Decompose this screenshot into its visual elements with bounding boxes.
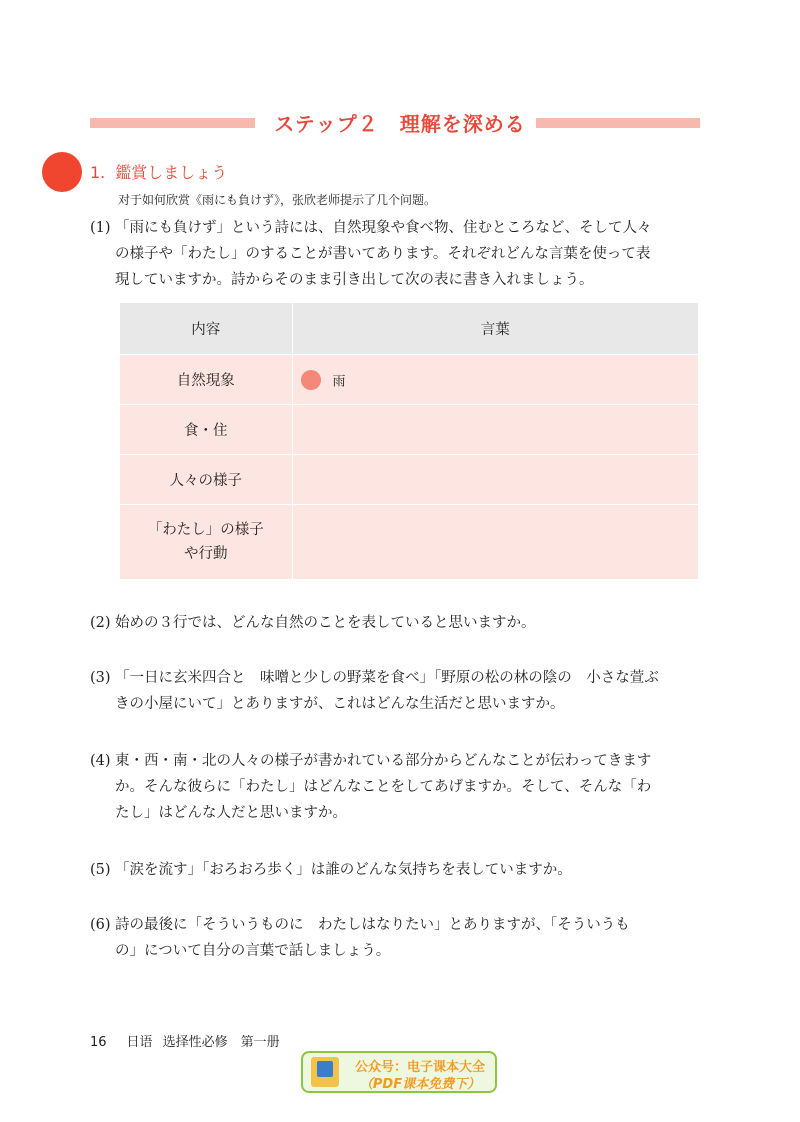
table-header-words: 言葉	[292, 303, 699, 355]
table-cell-words[interactable]	[292, 405, 699, 455]
step-title: ステップ２ 理解を深める	[274, 112, 526, 136]
section-title-text: 鑑賞しましょう	[115, 163, 228, 182]
table-cell-content-line: 「わたし」の様子	[147, 522, 264, 538]
question-4	[90, 748, 710, 826]
question-text: 始めの３行では、どんな自然のことを表していると思いますか。	[115, 615, 536, 631]
question-number: (4)	[90, 753, 111, 769]
table-cell-words[interactable]	[292, 355, 699, 405]
question-number: (6)	[90, 917, 111, 933]
table-cell-content: 食・住	[120, 405, 292, 455]
table-header-content: 内容	[120, 303, 292, 355]
table-row	[120, 405, 699, 455]
question-text: 詩の最後に「そういうものに わたしはなりたい」とありますが、「そういうも	[115, 917, 630, 933]
question-text: か。そんな彼らに「わたし」はどんなことをしてあげますか。そして、そんな「わ	[115, 779, 652, 795]
table-cell-words[interactable]	[292, 505, 699, 580]
table-cell-words[interactable]	[292, 455, 699, 505]
table-row	[120, 505, 699, 580]
book-volume: 选择性必修 第一册	[162, 1035, 280, 1050]
question-text: たし」はどんな人だと思いますか。	[115, 805, 347, 821]
question-1	[90, 215, 710, 293]
book-title: 日语	[126, 1035, 153, 1050]
table-cell-content-line: や行動	[184, 546, 228, 562]
watermark-line-1: 公众号：电子课本大全	[354, 1060, 485, 1075]
question-text: の」について自分の言葉で話しましょう。	[115, 943, 391, 959]
table-row	[120, 455, 699, 505]
table-cell-content: 自然現象	[120, 355, 292, 405]
section-number: 1.	[90, 163, 106, 182]
question-6	[90, 912, 710, 964]
question-text: の様子や「わたし」のすることが書いてあります。それぞれどんな言葉を使って表	[115, 246, 651, 262]
table-cell-content	[120, 505, 292, 580]
question-number: (2)	[90, 615, 111, 631]
watermark-badge	[301, 1051, 497, 1093]
intro-text: 对于如何欣赏《雨にも負けず》，张欣老师提示了几个问题。	[118, 193, 437, 207]
table-row	[120, 355, 699, 405]
question-text: 現していますか。詩からそのまま引き出して次の表に書き入れましょう。	[115, 272, 594, 288]
question-text: 東・西・南・北の人々の様子が書かれている部分からどんなことが伝わってきます	[115, 753, 652, 769]
page-footer	[90, 1031, 280, 1050]
table-cell-content: 人々の様子	[120, 455, 292, 505]
page-number: 16	[90, 1035, 107, 1050]
question-3	[90, 665, 710, 717]
question-number: (3)	[90, 670, 111, 686]
question-5	[90, 857, 710, 883]
question-number: (1)	[90, 220, 111, 236]
section-title	[90, 160, 227, 183]
example-dot-icon	[301, 370, 321, 390]
question-text: 「雨にも負けず」という詩には、自然現象や食べ物、住むところなど、そして人々	[115, 220, 652, 236]
question-text: 「涙を流す」「おろおろ歩く」は誰のどんな気持ちを表していますか。	[115, 862, 572, 878]
question-2	[90, 610, 710, 636]
section-bullet-icon	[42, 152, 82, 192]
question-number: (5)	[90, 862, 111, 878]
answer-table	[120, 303, 699, 580]
watermark-line-2: （PDF课本免费下）	[359, 1077, 481, 1092]
example-word: 雨	[332, 374, 346, 389]
question-text: きの小屋にいて」とありますが、これはどんな生活だと思いますか。	[115, 696, 565, 712]
book-logo-icon	[311, 1057, 339, 1087]
question-text: 「一日に玄米四合と 味噌と少しの野菜を食べ」「野原の松の林の陰の 小さな萱ぶ	[115, 670, 659, 686]
